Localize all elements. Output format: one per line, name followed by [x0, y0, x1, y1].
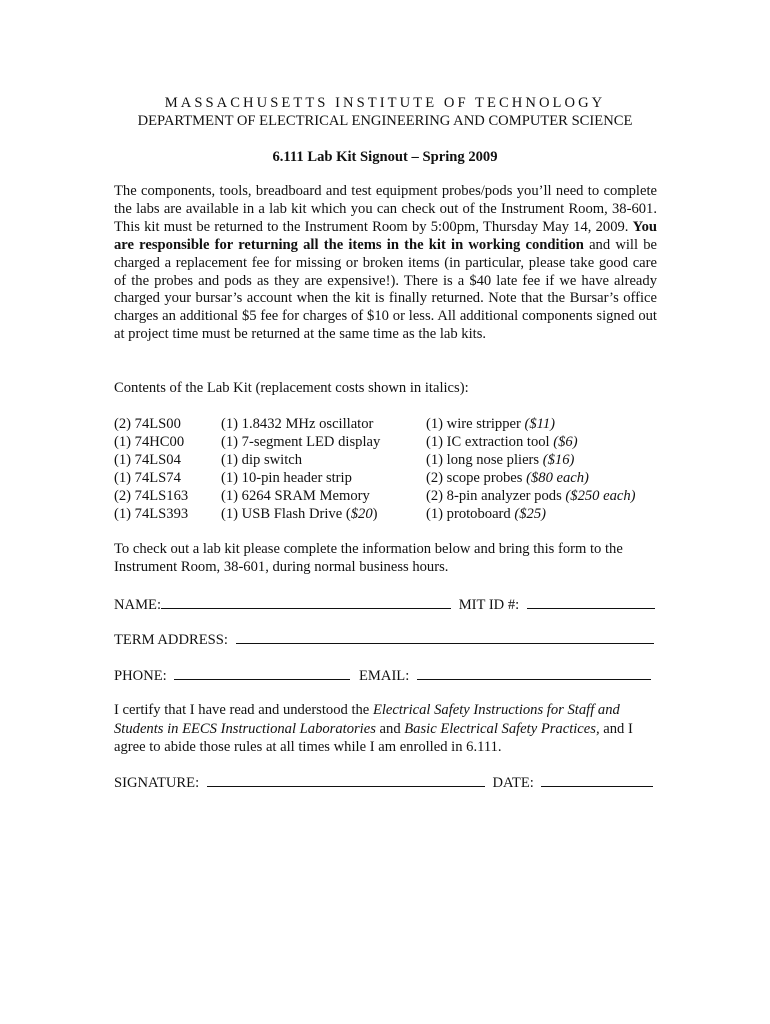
email-field[interactable] [417, 665, 651, 680]
term-address-label: TERM ADDRESS: [114, 632, 228, 648]
contents-label: Contents of the Lab Kit (replacement costs shown in italics): [114, 380, 469, 396]
list-item: (2) scope probes ($80 each) [426, 470, 589, 486]
list-item: (1) dip switch [221, 452, 303, 468]
list-item: (2) 74LS00 [114, 416, 181, 432]
signature-row [114, 772, 653, 792]
contents-column-components [221, 415, 380, 523]
list-item: (1) 10-pin header strip [221, 470, 352, 486]
replacement-cost: ($80 each) [526, 470, 589, 486]
safety-instructions-title: Electrical Safety Instructions for Staff and Students in EECS Instructional Laboratories [114, 702, 620, 737]
signature-field[interactable] [207, 772, 485, 787]
mit-id-field[interactable] [527, 594, 655, 609]
phone-label: PHONE: [114, 668, 167, 684]
contents-column-tools [426, 415, 636, 523]
date-label: DATE: [492, 775, 534, 791]
replacement-cost: ($6) [553, 434, 578, 450]
intro-bold-notice: You are responsible for returning all the items in the kit in working condition [114, 218, 657, 253]
date-field[interactable] [541, 772, 653, 787]
form-title: 6.111 Lab Kit Signout – Spring 2009 [272, 149, 498, 165]
term-address-field[interactable] [236, 629, 654, 644]
name-field[interactable] [161, 594, 451, 609]
replacement-cost: ($16) [542, 452, 575, 468]
email-label: EMAIL: [359, 668, 410, 684]
intro-text-2: and will be charged a replacement fee for missing or broken items (in particular, please take good care of the probes and pods as they are expensive!). There is a $40 late fee if we have already charged your bursar’s account when the kit is finally returned. Note that the Bursar’s office charges an additional $5 fee for charges of $10 or less. All additional components signed out at project time must be returned at the same time as the lab kits. [114, 236, 657, 343]
replacement-cost: ($250 each) [565, 488, 636, 504]
institute-name: MASSACHUSETTS INSTITUTE OF TECHNOLOGY [164, 95, 606, 111]
list-item: (1) long nose pliers ($16) [426, 452, 575, 468]
certification-statement: I certify that I have read and understood the Electrical Safety Instructions for Staff and Students in EECS Instructional Laboratories and Basic Electrical Safety Practices, and I agree to abide those rules at all times while I am enrolled in 6.111. [114, 702, 633, 755]
mit-id-label: MIT ID #: [458, 597, 520, 613]
phone-field[interactable] [174, 665, 350, 680]
phone-email-row [114, 665, 651, 685]
intro-paragraph [114, 183, 657, 344]
replacement-cost: ($25) [514, 506, 546, 522]
list-item: (2) 74LS163 [114, 488, 189, 504]
list-item: (1) 74LS74 [114, 470, 181, 486]
list-item: (1) 74LS04 [114, 452, 181, 468]
name-row [114, 594, 655, 614]
list-item: (1) USB Flash Drive ($20) [221, 506, 378, 522]
intro-text-1: The components, tools, breadboard and test equipment probes/pods you’ll need to complete the labs are available in a lab kit which you can check out of the Instrument Room, 38-601. This kit must be returned to the Instrument Room by 5:00pm, Thursday May 14, 2009. [114, 183, 657, 235]
list-item: (1) 1.8432 MHz oscillator [221, 416, 374, 432]
signature-label: SIGNATURE: [114, 775, 200, 791]
department-name: DEPARTMENT OF ELECTRICAL ENGINEERING AND COMPUTER SCIENCE [137, 113, 633, 129]
contents-column-chips [114, 415, 188, 523]
list-item: (1) protoboard ($25) [426, 506, 546, 522]
safety-practices-title: Basic Electrical Safety Practices, [404, 720, 600, 737]
list-item: (1) 6264 SRAM Memory [221, 488, 370, 504]
checkout-instructions: To check out a lab kit please complete the information below and bring this form to the Instrument Room, 38-601, during normal business hours. [114, 541, 623, 575]
list-item: (1) 74LS393 [114, 506, 189, 522]
replacement-cost: ($11) [524, 416, 556, 432]
list-item: (1) 74HC00 [114, 434, 185, 450]
replacement-cost: $20 [350, 506, 373, 522]
list-item: (1) wire stripper ($11) [426, 416, 556, 432]
term-address-row [114, 629, 654, 649]
list-item: (1) IC extraction tool ($6) [426, 434, 578, 450]
list-item: (1) 7-segment LED display [221, 434, 381, 450]
name-label: NAME: [114, 597, 162, 613]
list-item: (2) 8-pin analyzer pods ($250 each) [426, 488, 636, 504]
